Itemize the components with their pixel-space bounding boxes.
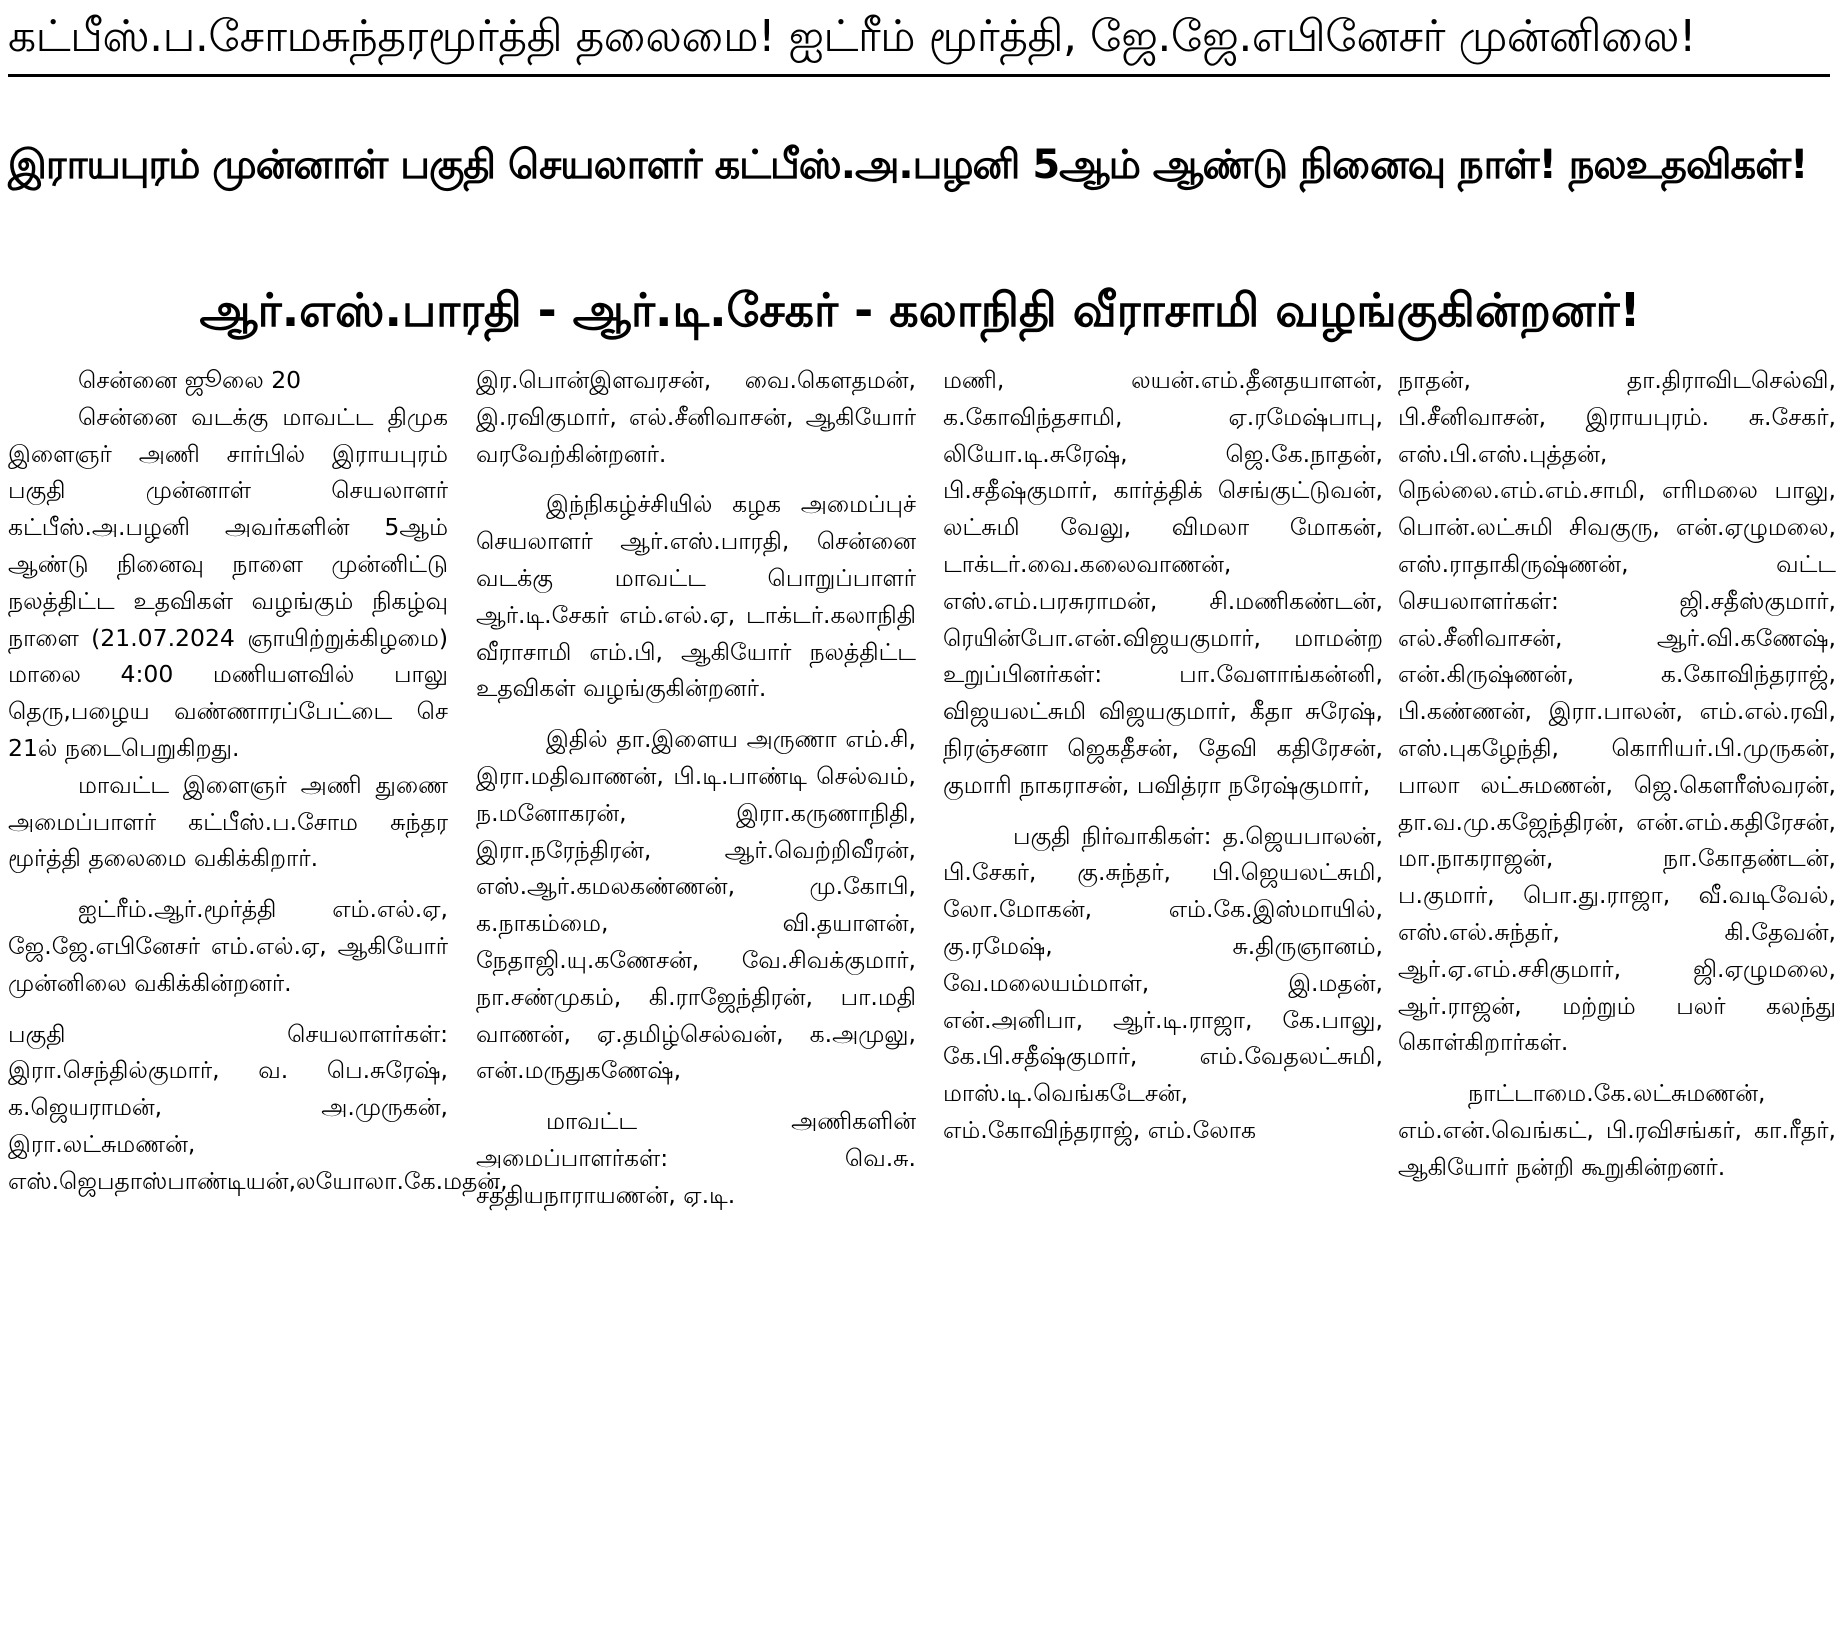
article-column-3 (943, 362, 1383, 1642)
paragraph: நாட்டாமை.கே.லட்சுமணன், எம்.என்.வெங்கட், பி.ரவிசங்கர், கா.ரீதர், ஆகியோர் நன்றி கூறுகின்றனர். (1398, 1079, 1836, 1181)
paragraph: சென்னை வடக்கு மாவட்ட திமுக இளைஞர் அணி சார்பில் இராயபுரம் பகுதி முன்னாள் செயலாளர் கட்பீஸ்.அ.பழனி அவர்களின் 5ஆம் ஆண்டு நினைவு நாளை முன்னிட்டு நலத்திட்ட உதவிகள் வழங்கும் நிகழ்வு நாளை (21.07.2024 ஞாயிற்றுக்கிழமை) மாலை 4:00 மணியளவில் பாலு தெரு,பழைய வண்ணாரப்பேட்டை செ 21ல் நடைபெறுகிறது. (8, 402, 448, 762)
article-column-4 (1398, 362, 1836, 1642)
paragraph: மணி, லயன்.எம்.தீனதயாளன், க.கோவிந்தசாமி, ஏ.ரமேஷ்பாபு, லியோ.டி.சுரேஷ், ஜெ.கே.நாதன், பி.சதீஷ்குமார், கார்த்திக் செங்குட்டுவன், லட்சுமி வேலு, விமலா மோகன், டாக்டர்.வை.கலைவாணன், எஸ்.எம்.பரசுராமன், சி.மணிகண்டன், ரெயின்போ.என்.விஜயகுமார், மாமன்ற உறுப்பினர்கள்: பா.வேளாங்கன்னி, விஜயலட்சுமி விஜயகுமார், கீதா சுரேஷ், நிரஞ்சனா ஜெகதீசன், தேவி கதிரேசன், குமாரி நாகராசன், பவித்ரா நரேஷ்குமார், (943, 366, 1383, 799)
article-column-2 (476, 362, 916, 1642)
subheadline: ஆர்.எஸ்.பாரதி - ஆர்.டி.சேகர் - கலாநிதி வீராசாமி வழங்குகின்றனர்! (199, 283, 1641, 337)
paragraph: ஐட்ரீம்.ஆர்.மூர்த்தி எம்.எல்.ஏ, ஜே.ஜே.எபினேசர் எம்.எல்.ஏ, ஆகியோர் முன்னிலை வகிக்கின்றனர். (8, 895, 448, 997)
article-body (8, 362, 1836, 1642)
paragraph: மாவட்ட அணிகளின் அமைப்பாளர்கள்: வெ.சு. சத்தியநாராயணன், ஏ.டி. (476, 1107, 916, 1209)
paragraph: பகுதி செயலாளர்கள்: இரா.செந்தில்குமார், வ. பெ.சுரேஷ், க.ஜெயராமன், அ.முருகன், இரா.லட்சுமணன், எஸ்.ஜெபதாஸ்பாண்டியன்,லயோலா.கே.மதன், (8, 1019, 508, 1195)
dateline: சென்னை ஜூலை 20 (78, 366, 302, 394)
paragraph: இர.பொன்இளவரசன், வை.கௌதமன், இ.ரவிகுமார், எல்.சீனிவாசன், ஆகியோர் வரவேற்கின்றனர். (476, 366, 916, 468)
article-column-1 (8, 362, 508, 1642)
paragraph: நாதன், தா.திராவிடசெல்வி, பி.சீனிவாசன், இராயபுரம். சு.சேகர், எஸ்.பி.எஸ்.புத்தன், நெல்லை.எம்.எம்.சாமி, எரிமலை பாலு, பொன்.லட்சுமி சிவகுரு, என்.ஏழுமலை, எஸ்.ராதாகிருஷ்ணன், வட்ட செயலாளர்கள்: ஜி.சதீஸ்குமார், எல்.சீனிவாசன், ஆர்.வி.கணேஷ், என்.கிருஷ்ணன், க.கோவிந்தராஜ், பி.கண்ணன், இரா.பாலன், எம்.எல்.ரவி, எஸ்.புகழேந்தி, கொரியர்.பி.முருகன், பாலா லட்சுமணன், ஜெ.கௌரீஸ்வரன், தா.வ.மு.கஜேந்திரன், என்.எம்.கதிரேசன், மா.நாகராஜன், நா.கோதண்டன், ப.குமார், பொ.து.ராஜா, வீ.வடிவேல், எஸ்.எல்.சுந்தர், கி.தேவன், ஆர்.ஏ.எம்.சசிகுமார், ஜி.ஏழுமலை, ஆர்.ராஜன், மற்றும் பலர் கலந்து கொள்கிறார்கள். (1398, 366, 1836, 1057)
paragraph: மாவட்ட இளைஞர் அணி துணை அமைப்பாளர் கட்பீஸ்.ப.சோம சுந்தர மூர்த்தி தலைமை வகிக்கிறார். (8, 770, 448, 873)
paragraph: இந்நிகழ்ச்சியில் கழக அமைப்புச் செயலாளர் ஆர்.எஸ்.பாரதி, சென்னை வடக்கு மாவட்ட பொறுப்பாளர் ஆர்.டி.சேகர் எம்.எல்.ஏ, டாக்டர்.கலாநிதி வீராசாமி எம்.பி, ஆகியோர் நலத்திட்ட உதவிகள் வழங்குகின்றனர். (476, 490, 916, 703)
paragraph: பகுதி நிர்வாகிகள்: த.ஜெயபாலன், பி.சேகர், கு.சுந்தர், பி.ஜெயலட்சுமி, லோ.மோகன், எம்.கே.இஸ்மாயில், கு.ரமேஷ், சு.திருஞானம், வே.மலையம்மாள், இ.மதன், என்.அனிபா, ஆர்.டி.ராஜா, கே.பாலு, கே.பி.சதீஷ்குமார், எம்.வேதலட்சுமி, மாஸ்.டி.வெங்கடேசன், எம்.கோவிந்தராஜ், எம்.லோக (943, 821, 1383, 1144)
main-headline: இராயபுரம் முன்னாள் பகுதி செயலாளர் கட்பீஸ்.அ.பழனி 5ஆம் ஆண்டு நினைவு நாள்! நலஉதவிகள்! (8, 142, 1808, 188)
paragraph: இதில் தா.இளைய அருணா எம்.சி, இரா.மதிவாணன், பி.டி.பாண்டி செல்வம், ந.மனோகரன், இரா.கருணாநிதி, இரா.நரேந்திரன், ஆர்.வெற்றிவீரன், எஸ்.ஆர்.கமலகண்ணன், மு.கோபி, க.நாகம்மை, வி.தயாளன், நேதாஜி.யு.கணேசன், வே.சிவக்குமார், நா.சண்முகம், கி.ராஜேந்திரன், பா.மதி வாணன், ஏ.தமிழ்செல்வன், க.அமுலு, என்.மருதுகணேஷ், (476, 725, 916, 1085)
kicker-headline: கட்பீஸ்.ப.சோமசுந்தரமூர்த்தி தலைமை! ஐட்ரீம் மூர்த்தி, ஜே.ஜே.எபினேசர் முன்னிலை! (8, 0, 1830, 77)
